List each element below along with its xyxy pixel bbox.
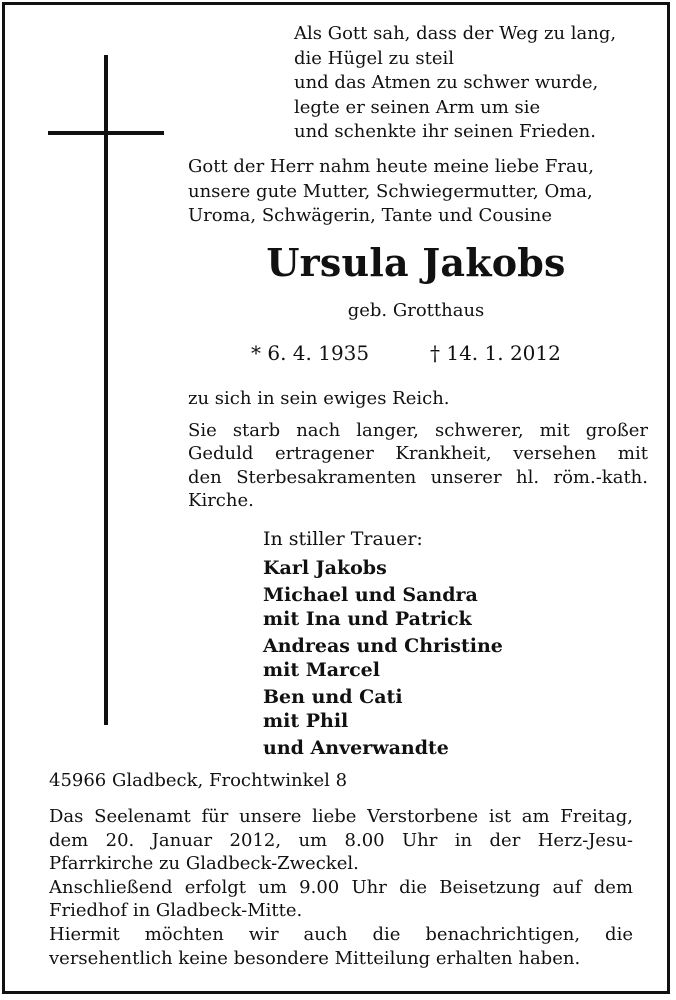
poem-line: und schenkte ihr seinen Frieden. bbox=[294, 121, 596, 143]
mourner-name: und Anverwandte bbox=[263, 737, 449, 759]
intro-line: unsere gute Mutter, Schwiegermutter, Oma, bbox=[188, 180, 593, 202]
intro-line: Uroma, Schwägerin, Tante und Cousine bbox=[188, 205, 552, 227]
mourner-entry bbox=[263, 634, 643, 682]
intro-text bbox=[188, 155, 648, 229]
poem-line: legte er seinen Arm um sie bbox=[294, 96, 541, 118]
intro-line: Gott der Herr nahm heute meine liebe Frau, bbox=[188, 156, 594, 177]
service-line: Hiermit möchten wir auch die benachrichtigen, die bbox=[49, 923, 633, 945]
poem-line: und das Atmen zu schwer wurde, bbox=[294, 72, 599, 94]
address: 45966 Gladbeck, Frochtwinkel 8 bbox=[49, 770, 348, 791]
death-paragraph-line: Sie starb nach langer, schwerer, mit großer bbox=[188, 420, 648, 441]
service-line: Das Seelenamt für unsere liebe Verstorbene ist am Freitag, bbox=[49, 806, 633, 827]
mourner-name: Andreas und Christine bbox=[263, 635, 503, 657]
death-paragraph-line: Geduld ertragener Krankheit, versehen mit bbox=[188, 443, 648, 465]
mourner-name: Ben und Cati bbox=[263, 686, 403, 708]
obituary-frame bbox=[2, 2, 670, 994]
service-info bbox=[49, 805, 633, 970]
mourner-name: mit Phil bbox=[263, 710, 349, 732]
birth-date: * 6. 4. 1935 bbox=[251, 341, 370, 365]
service-line: Anschließend erfolgt um 9.00 Uhr die Beisetzung auf dem bbox=[49, 876, 633, 898]
death-paragraph bbox=[188, 419, 648, 513]
poem-line: Als Gott sah, dass der Weg zu lang, bbox=[294, 23, 617, 44]
service-line: Friedhof in Gladbeck-Mitte. bbox=[49, 900, 303, 922]
mourner-name: mit Ina und Patrick bbox=[263, 608, 472, 630]
service-line: Pfarrkirche zu Gladbeck-Zweckel. bbox=[49, 853, 359, 875]
death-paragraph-line: den Sterbesakramenten unserer hl. röm.-kath. bbox=[188, 466, 648, 488]
cross-horizontal-beam bbox=[48, 131, 164, 135]
mourner-entry bbox=[263, 685, 643, 733]
deceased-name: Ursula Jakobs bbox=[266, 240, 566, 285]
mourning-block bbox=[263, 525, 643, 760]
mourner-entry bbox=[263, 736, 643, 760]
cross-vertical-beam bbox=[104, 55, 108, 725]
mourner-entry bbox=[263, 556, 643, 580]
mourning-label: In stiller Trauer: bbox=[263, 528, 423, 550]
birth-name: geb. Grotthaus bbox=[347, 300, 485, 321]
poem bbox=[294, 22, 654, 145]
service-line: dem 20. Januar 2012, um 8.00 Uhr in der Herz-Jesu- bbox=[49, 829, 633, 851]
death-date: † 14. 1. 2012 bbox=[430, 341, 561, 365]
mourner-name: mit Marcel bbox=[263, 659, 380, 681]
mourner-entry bbox=[263, 583, 643, 631]
reich-line: zu sich in sein ewiges Reich. bbox=[188, 388, 450, 409]
service-line: versehentlich keine besondere Mitteilung erhalten haben. bbox=[49, 947, 581, 969]
death-paragraph-line: Kirche. bbox=[188, 490, 254, 512]
poem-line: die Hügel zu steil bbox=[294, 47, 455, 69]
mourner-name: Michael und Sandra bbox=[263, 584, 478, 606]
mourner-name: Karl Jakobs bbox=[263, 557, 387, 579]
